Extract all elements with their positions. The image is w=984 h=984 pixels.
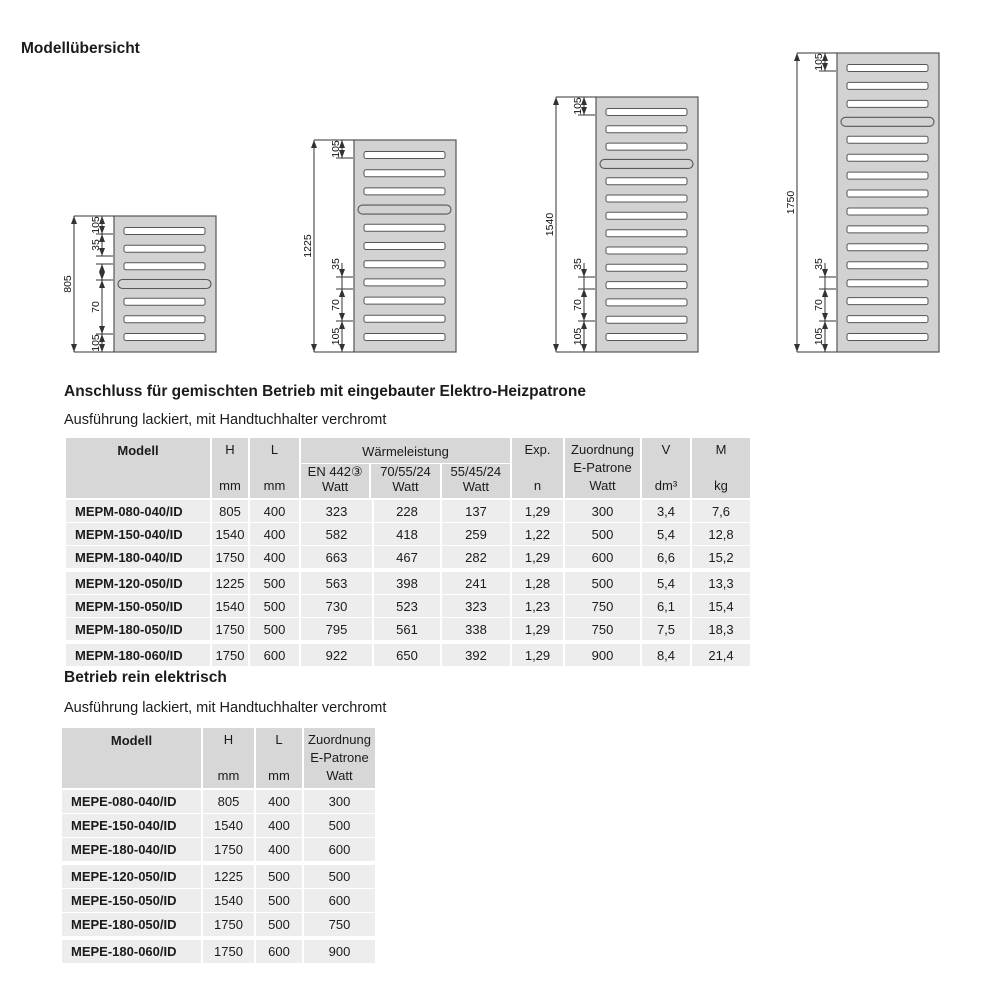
- col-zuordnung: Zuordnung E-Patrone Watt: [303, 728, 375, 789]
- model-cell: MEPM-180-060/ID: [66, 642, 211, 666]
- model-cell: MEPE-180-050/ID: [62, 913, 202, 939]
- dimension-arrow: [311, 344, 317, 352]
- value-cell: 663: [300, 546, 373, 571]
- value-cell: 1540: [211, 523, 249, 546]
- model-cell: MEPE-180-060/ID: [62, 938, 202, 963]
- table-header-row: [66, 438, 750, 499]
- value-cell: 650: [373, 642, 441, 666]
- col-l: L mm: [249, 438, 300, 499]
- dimension-arrow: [794, 53, 800, 61]
- value-cell: 323: [300, 499, 373, 523]
- towel-bar: [841, 117, 934, 126]
- model-cell: MEPE-150-050/ID: [62, 889, 202, 913]
- slot: [364, 224, 445, 231]
- dimension-arrow: [99, 280, 105, 288]
- value-cell: 1,29: [511, 546, 564, 571]
- dimension-arrow: [99, 326, 105, 334]
- slot: [847, 82, 928, 89]
- electric-operation-table: [62, 728, 375, 963]
- table-row: [62, 889, 375, 913]
- value-cell: 750: [564, 595, 641, 618]
- slot: [606, 247, 687, 254]
- radiator-drawing-1540: [540, 95, 702, 359]
- slot: [847, 100, 928, 107]
- value-cell: 500: [303, 814, 375, 838]
- value-cell: 400: [249, 499, 300, 523]
- col-en442: EN 442③ Watt: [307, 464, 363, 494]
- dimension-arrow: [339, 313, 345, 321]
- value-cell: 6,6: [641, 546, 691, 571]
- slot: [364, 261, 445, 268]
- slot: [606, 143, 687, 150]
- value-cell: 3,4: [641, 499, 691, 523]
- slot: [847, 154, 928, 161]
- table-row: [62, 913, 375, 939]
- value-cell: 500: [255, 863, 303, 889]
- value-cell: 5,4: [641, 570, 691, 595]
- value-cell: 523: [373, 595, 441, 618]
- value-cell: 600: [564, 546, 641, 571]
- table-row: [66, 642, 750, 666]
- value-cell: 15,2: [691, 546, 750, 571]
- slot: [847, 136, 928, 143]
- page-title: Modellübersicht: [21, 40, 140, 57]
- value-cell: 1750: [202, 913, 255, 939]
- value-cell: 13,3: [691, 570, 750, 595]
- value-cell: 400: [249, 546, 300, 571]
- radiator-body: [837, 53, 939, 352]
- dimension-arrow: [553, 97, 559, 105]
- model-cell: MEPE-150-040/ID: [62, 814, 202, 838]
- slot: [124, 316, 205, 323]
- slot: [124, 334, 205, 341]
- slot: [364, 152, 445, 159]
- dimension-arrow: [71, 216, 77, 224]
- value-cell: 600: [303, 838, 375, 864]
- value-cell: 1,29: [511, 642, 564, 666]
- slot: [847, 190, 928, 197]
- model-cell: MEPE-080-040/ID: [62, 789, 202, 814]
- radiator-drawing-805: [58, 214, 220, 359]
- value-cell: 600: [303, 889, 375, 913]
- dimension-label: 35: [813, 258, 825, 270]
- slot: [606, 264, 687, 271]
- dimension-arrow: [553, 344, 559, 352]
- value-cell: 805: [202, 789, 255, 814]
- slot: [606, 109, 687, 116]
- dimension-label: 35: [90, 239, 102, 251]
- table-row: [66, 595, 750, 618]
- slot: [606, 299, 687, 306]
- value-cell: 1225: [211, 570, 249, 595]
- value-cell: 7,6: [691, 499, 750, 523]
- col-l: L mm: [255, 728, 303, 789]
- slot: [847, 226, 928, 233]
- value-cell: 500: [564, 523, 641, 546]
- value-cell: 730: [300, 595, 373, 618]
- slot: [847, 208, 928, 215]
- value-cell: 323: [441, 595, 511, 618]
- col-70-55-24: 70/55/24 Watt: [369, 464, 439, 498]
- value-cell: 795: [300, 618, 373, 643]
- col-55-45-24: 55/45/24 Watt: [440, 464, 510, 498]
- value-cell: 259: [441, 523, 511, 546]
- model-cell: MEPM-080-040/ID: [66, 499, 211, 523]
- value-cell: 282: [441, 546, 511, 571]
- value-cell: 500: [249, 618, 300, 643]
- col-zuordnung: Zuordnung E-Patrone Watt: [564, 438, 641, 499]
- dimension-label: 70: [90, 301, 102, 313]
- table-row: [66, 570, 750, 595]
- value-cell: 5,4: [641, 523, 691, 546]
- table-row: [62, 814, 375, 838]
- value-cell: 300: [564, 499, 641, 523]
- value-cell: 500: [249, 595, 300, 618]
- dimension-arrow: [581, 289, 587, 297]
- dimension-label: 1750: [785, 190, 797, 215]
- slot: [364, 188, 445, 195]
- value-cell: 1,23: [511, 595, 564, 618]
- value-cell: 228: [373, 499, 441, 523]
- dimension-arrow: [794, 344, 800, 352]
- value-cell: 1750: [211, 618, 249, 643]
- value-cell: 1,29: [511, 618, 564, 643]
- value-cell: 18,3: [691, 618, 750, 643]
- table-row: [62, 838, 375, 864]
- value-cell: 400: [255, 789, 303, 814]
- model-cell: MEPM-150-040/ID: [66, 523, 211, 546]
- value-cell: 1540: [211, 595, 249, 618]
- col-v: V dm³: [641, 438, 691, 499]
- dimension-label: 105: [90, 216, 102, 234]
- value-cell: 500: [303, 863, 375, 889]
- value-cell: 500: [255, 913, 303, 939]
- radiator-svg: [781, 51, 943, 354]
- col-m: M kg: [691, 438, 750, 499]
- radiator-drawing-1225: [298, 138, 460, 359]
- value-cell: 137: [441, 499, 511, 523]
- col-modell: Modell: [66, 438, 211, 499]
- model-cell: MEPE-180-040/ID: [62, 838, 202, 864]
- value-cell: 1750: [211, 642, 249, 666]
- dimension-label: 805: [62, 275, 74, 293]
- col-exp: Exp. n: [511, 438, 564, 499]
- value-cell: 6,1: [641, 595, 691, 618]
- dimension-arrow: [339, 289, 345, 297]
- table-row: [66, 546, 750, 571]
- value-cell: 338: [441, 618, 511, 643]
- value-cell: 1540: [202, 889, 255, 913]
- table-row: [62, 863, 375, 889]
- model-cell: MEPM-180-050/ID: [66, 618, 211, 643]
- value-cell: 1,22: [511, 523, 564, 546]
- value-cell: 392: [441, 642, 511, 666]
- slot: [847, 244, 928, 251]
- dimension-label: 35: [572, 258, 584, 270]
- col-waermeleistung: Wärmeleistung EN 442③ Watt 70/55/24 Watt 55/45/24 Watt: [300, 438, 511, 499]
- value-cell: 900: [564, 642, 641, 666]
- value-cell: 500: [564, 570, 641, 595]
- mixed-operation-table: [66, 438, 750, 666]
- value-cell: 582: [300, 523, 373, 546]
- dimension-label: 105: [330, 327, 342, 346]
- model-cell: MEPM-150-050/ID: [66, 595, 211, 618]
- value-cell: 1750: [211, 546, 249, 571]
- slot: [847, 172, 928, 179]
- dimension-label: 35: [330, 258, 342, 270]
- radiator-drawing-1750: [781, 51, 943, 359]
- slot: [847, 316, 928, 323]
- value-cell: 1,29: [511, 499, 564, 523]
- dimension-label: 70: [813, 299, 825, 311]
- slot: [606, 126, 687, 133]
- slot: [606, 178, 687, 185]
- table-row: [62, 789, 375, 814]
- col-h: H mm: [211, 438, 249, 499]
- dimension-arrow: [822, 313, 828, 321]
- value-cell: 21,4: [691, 642, 750, 666]
- table-row: [66, 523, 750, 546]
- value-cell: 8,4: [641, 642, 691, 666]
- table-row: [66, 499, 750, 523]
- model-cell: MEPM-180-040/ID: [66, 546, 211, 571]
- value-cell: 400: [255, 814, 303, 838]
- value-cell: 600: [255, 938, 303, 963]
- value-cell: 561: [373, 618, 441, 643]
- value-cell: 563: [300, 570, 373, 595]
- dimension-label: 1225: [302, 234, 314, 258]
- value-cell: 400: [249, 523, 300, 546]
- value-cell: 805: [211, 499, 249, 523]
- slot: [847, 262, 928, 269]
- slot: [606, 230, 687, 237]
- towel-bar: [358, 205, 451, 214]
- slot: [847, 280, 928, 287]
- slot: [606, 316, 687, 323]
- value-cell: 12,8: [691, 523, 750, 546]
- slot: [606, 212, 687, 219]
- section1-subtitle: Ausführung lackiert, mit Handtuchhalter verchromt: [64, 412, 387, 428]
- value-cell: 15,4: [691, 595, 750, 618]
- slot: [606, 195, 687, 202]
- slot: [364, 279, 445, 286]
- radiator-svg: [58, 214, 220, 354]
- dimension-label: 70: [572, 299, 584, 311]
- value-cell: 418: [373, 523, 441, 546]
- dimension-label: 105: [330, 140, 342, 158]
- slot: [364, 243, 445, 250]
- dimension-label: 1540: [544, 212, 556, 237]
- value-cell: 750: [303, 913, 375, 939]
- section1-heading: Anschluss für gemischten Betrieb mit eingebauter Elektro-Heizpatrone: [64, 383, 586, 400]
- table-header-row: [62, 728, 375, 789]
- value-cell: 1,28: [511, 570, 564, 595]
- slot: [124, 228, 205, 235]
- dimension-label: 105: [572, 97, 584, 115]
- model-cell: MEPE-120-050/ID: [62, 863, 202, 889]
- dimension-label: 105: [572, 327, 584, 346]
- slot: [364, 334, 445, 341]
- dimension-arrow: [581, 313, 587, 321]
- value-cell: 1540: [202, 814, 255, 838]
- model-cell: MEPM-120-050/ID: [66, 570, 211, 595]
- dimension-arrow: [99, 272, 105, 280]
- radiator-svg: [298, 138, 460, 354]
- slot: [364, 297, 445, 304]
- slot: [847, 298, 928, 305]
- dimension-label: 105: [90, 334, 102, 352]
- slot: [124, 263, 205, 270]
- value-cell: 241: [441, 570, 511, 595]
- slot: [606, 334, 687, 341]
- dimension-label: 70: [330, 299, 342, 311]
- value-cell: 1750: [202, 838, 255, 864]
- slot: [847, 334, 928, 341]
- slot: [124, 245, 205, 252]
- value-cell: 922: [300, 642, 373, 666]
- dimension-label: 105: [813, 53, 825, 71]
- dimension-arrow: [822, 289, 828, 297]
- value-cell: 400: [255, 838, 303, 864]
- value-cell: 500: [255, 889, 303, 913]
- value-cell: 1750: [202, 938, 255, 963]
- col-h: H mm: [202, 728, 255, 789]
- value-cell: 1225: [202, 863, 255, 889]
- value-cell: 900: [303, 938, 375, 963]
- dimension-arrow: [71, 344, 77, 352]
- dimension-arrow: [99, 264, 105, 272]
- slot: [124, 298, 205, 305]
- radiator-body: [596, 97, 698, 352]
- value-cell: 300: [303, 789, 375, 814]
- value-cell: 467: [373, 546, 441, 571]
- value-cell: 398: [373, 570, 441, 595]
- col-modell: Modell: [62, 728, 202, 789]
- radiator-svg: [540, 95, 702, 354]
- slot: [606, 282, 687, 289]
- slot: [364, 170, 445, 177]
- slot: [847, 65, 928, 72]
- value-cell: 750: [564, 618, 641, 643]
- value-cell: 500: [249, 570, 300, 595]
- slot: [364, 315, 445, 322]
- value-cell: 7,5: [641, 618, 691, 643]
- dimension-label: 105: [813, 327, 825, 346]
- value-cell: 600: [249, 642, 300, 666]
- section2-subtitle: Ausführung lackiert, mit Handtuchhalter verchromt: [64, 700, 387, 716]
- table-row: [62, 938, 375, 963]
- towel-bar: [118, 280, 211, 289]
- section2-heading: Betrieb rein elektrisch: [64, 669, 227, 686]
- dimension-arrow: [311, 140, 317, 148]
- towel-bar: [600, 159, 693, 168]
- table-row: [66, 618, 750, 643]
